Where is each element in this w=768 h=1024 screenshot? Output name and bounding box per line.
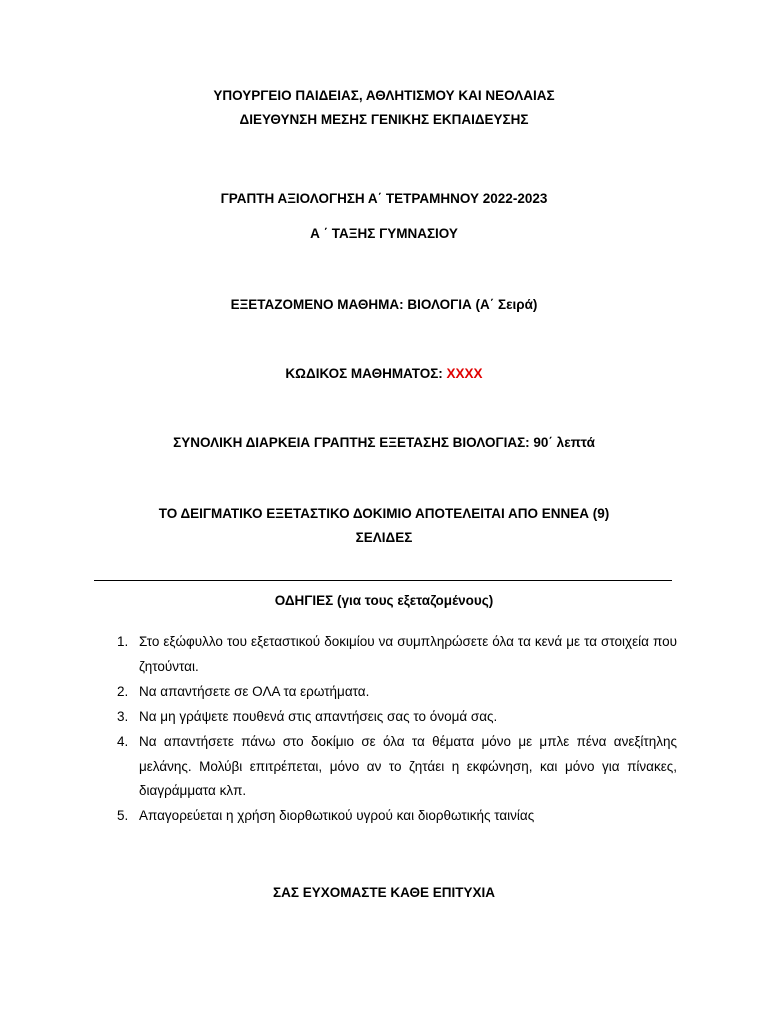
page-count-line-1: ΤΟ ΔΕΙΓΜΑΤΙΚΟ ΕΞΕΤΑΣΤΙΚΟ ΔΟΚΙΜΙΟ ΑΠΟΤΕΛΕΙΤΑΙ ΑΠΟ ΕΝΝΕΑ (9) (158, 506, 610, 521)
instruction-item (117, 804, 677, 829)
instruction-text: Να απαντήσετε πάνω στο δοκίμιο σε όλα τα θέματα μόνο με μπλε πένα ανεξίτηλης μελάνης. Μολύβι επιτρέπεται, μόνο αν το ζητάει η εκφώνηση, και μόνο για πίνακες, διαγράμματα κλπ. (139, 734, 677, 798)
directorate-heading: ΔΙΕΥΘΥΝΣΗ ΜΕΣΗΣ ΓΕΝΙΚΗΣ ΕΚΠΑΙΔΕΥΣΗΣ (239, 112, 529, 127)
ministry-heading: ΥΠΟΥΡΓΕΙΟ ΠΑΙΔΕΙΑΣ, ΑΘΛΗΤΙΣΜΟΥ ΚΑΙ ΝΕΟΛΑΙΑΣ (213, 88, 555, 103)
course-code-line (0, 365, 768, 383)
instruction-item (117, 680, 677, 705)
subject-label: ΕΞΕΤΑΖΟΜΕΝΟ ΜΑΘΗΜΑ: ΒΙΟΛΟΓΙΑ (Α΄ Σειρά) (230, 297, 538, 312)
instruction-item (117, 730, 677, 804)
instructions-heading: ΟΔΗΓΙΕΣ (για τους εξεταζομένους) (274, 593, 494, 608)
instruction-number: 5. (117, 808, 129, 823)
course-code-value: XXXX (446, 366, 483, 381)
good-luck-message: ΣΑΣ ΕΥΧΟΜΑΣΤΕ ΚΑΘΕ ΕΠΙΤΥΧΙΑ (273, 885, 495, 900)
instruction-text: Να απαντήσετε σε ΟΛΑ τα ερωτήματα. (139, 684, 370, 699)
exam-title: ΓΡΑΠΤΗ ΑΞΙΟΛΟΓΗΣΗ Α΄ ΤΕΤΡΑΜΗΝΟΥ 2022-2023 (220, 191, 548, 206)
instruction-item (117, 630, 677, 679)
divider-line (94, 580, 672, 581)
class-label: Α ΄ ΤΑΞΗΣ ΓΥΜΝΑΣΙΟΥ (310, 226, 458, 241)
instruction-item (117, 705, 677, 730)
instruction-number: 1. (117, 634, 129, 649)
page-count-line-2: ΣΕΛΙΔΕΣ (355, 530, 413, 545)
duration-label: ΣΥΝΟΛΙΚΗ ΔΙΑΡΚΕΙΑ ΓΡΑΠΤΗΣ ΕΞΕΤΑΣΗΣ ΒΙΟΛΟΓΙΑΣ: 90΄ λεπτά (173, 435, 595, 450)
instruction-number: 3. (117, 709, 129, 724)
instruction-text: Στο εξώφυλλο του εξεταστικού δοκιμίου να συμπληρώσετε όλα τα κενά με τα στοιχεία που ζητούνται. (139, 634, 677, 674)
instruction-text: Να μη γράψετε πουθενά στις απαντήσεις σας το όνομά σας. (139, 709, 498, 724)
instruction-number: 2. (117, 684, 129, 699)
course-code-label: ΚΩΔΙΚΟΣ ΜΑΘΗΜΑΤΟΣ: (285, 366, 447, 381)
instruction-number: 4. (117, 734, 129, 749)
instruction-text: Απαγορεύεται η χρήση διορθωτικού υγρού και διορθωτικής ταινίας (139, 808, 535, 823)
